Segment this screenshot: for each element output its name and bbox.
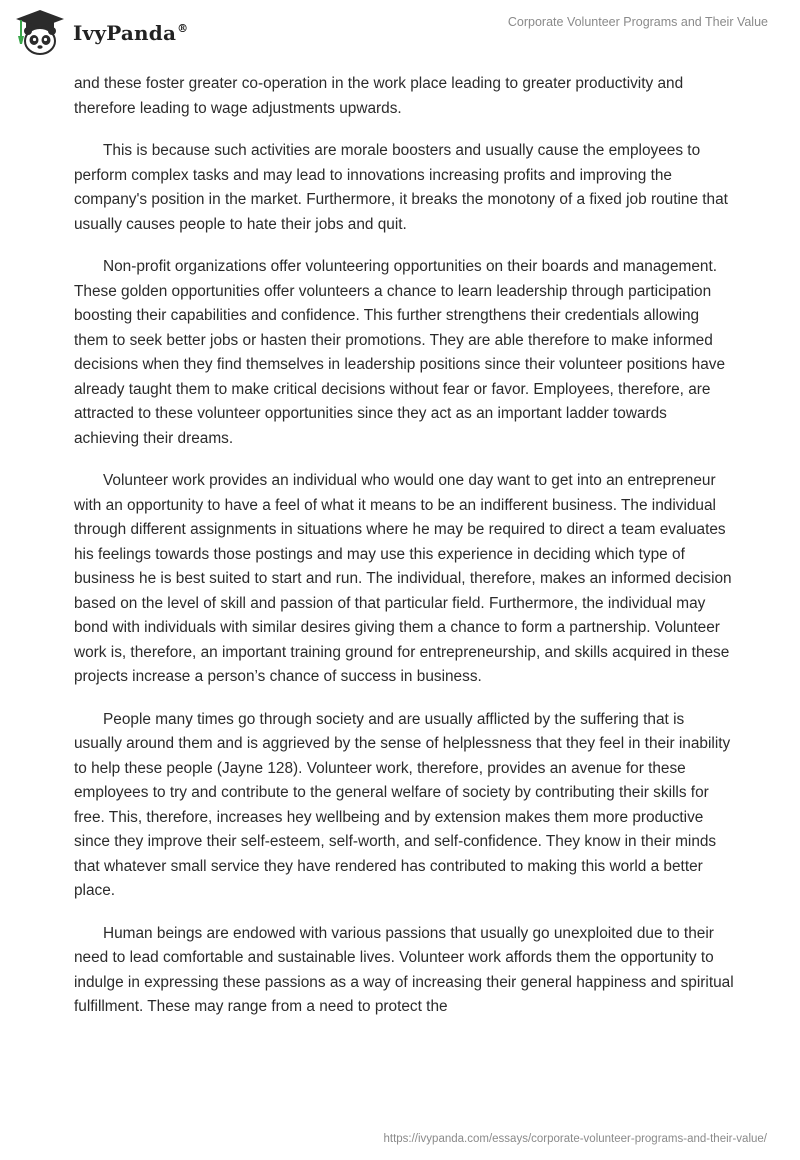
registered-mark: ® bbox=[177, 22, 189, 36]
paragraph: and these foster greater co-operation in the work place leading to greater productivity and therefore leading to wage adjustments upwards. bbox=[74, 75, 684, 117]
brand-logo[interactable] bbox=[14, 8, 188, 56]
paragraph: Non-profit organizations offer volunteering opportunities on their boards and management. These golden opportunities offer volunteers a chance to learn leadership through participation boosting their capabilities and confidence. This further strengthens their credentials allowing them to seek better jobs or hasten their promotions. They are able therefore to make informed decisions when they find themselves in leadership positions since their volunteer positions have already taught them to make critical decisions without fear or favor. Employees, therefore, are attracted to these volunteer opportunities since they act as an important ladder towards achieving their dreams. bbox=[74, 258, 726, 447]
paragraph: This is because such activities are morale boosters and usually cause the employees to perform complex tasks and may lead to innovations increasing profits and improving the company's position in the market. Furthermore, it breaks the monotony of a fixed job routine that usually causes people to hate their jobs and quit. bbox=[74, 142, 728, 233]
brand-name: IvyPanda® bbox=[73, 21, 189, 45]
paragraph: People many times go through society and are usually afflicted by the suffering that is usually around them and is aggrieved by the sense of helplessness that they feel in their inability to help these people (Jayne 128). Volunteer work, therefore, provides an avenue for these employees to try and contribute to the general welfare of society by contributing their skills for free. This, therefore, increases hey wellbeing and by extension makes them more productive since they improve their self-esteem, self-worth, and self-confidence. They know in their minds that whatever small service they have rendered has contributed to making this world a better place. bbox=[74, 710, 731, 899]
panda-graduation-cap-logo-icon bbox=[14, 8, 66, 56]
page-header bbox=[0, 0, 800, 70]
document-title: Corporate Volunteer Programs and Their Value bbox=[507, 15, 768, 29]
paragraph: Human beings are endowed with various passions that usually go unexploited due to their need to lead comfortable and sustainable lives. Volunteer work affords them the opportunity to indulge in expressing these passions as a way of increasing their general happiness and spiritual fulfillment. These may range from a need to protect the bbox=[74, 924, 734, 1015]
paragraph: Volunteer work provides an individual who would one day want to get into an entrepreneur with an opportunity to have a feel of what it means to be an indifferent business. The individual through different assignments in situations where he may be required to direct a team evaluates his feelings towards those postings and may use this experience in deciding which type of business he is best suited to start and run. The individual, therefore, makes an informed decision based on the level of skill and passion of that particular field. Furthermore, the individual may bond with individuals with similar desires giving them a chance to form a partnership. Volunteer work is, therefore, an important training ground for entrepreneurship, and skills acquired in these projects increase a person’s chance of success in business. bbox=[74, 472, 732, 685]
essay-body bbox=[74, 72, 734, 1038]
source-url[interactable]: https://ivypanda.com/essays/corporate-volunteer-programs-and-their-value/ bbox=[383, 1133, 767, 1145]
